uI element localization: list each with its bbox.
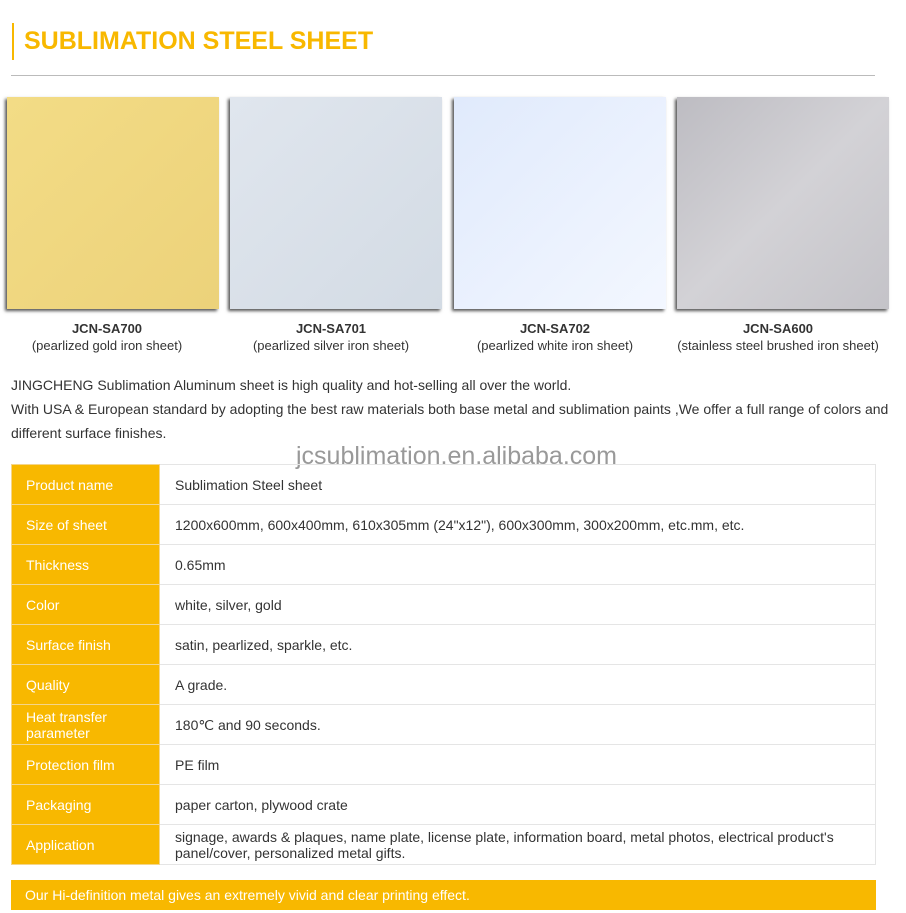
table-row	[12, 585, 876, 625]
spec-label: Heat transfer parameter	[12, 705, 160, 745]
table-row	[12, 625, 876, 665]
watermark: jcsublimation.en.alibaba.com	[296, 442, 618, 470]
spec-value: 180℃ and 90 seconds.	[160, 705, 876, 745]
product-caption: JCN-SA701 (pearlized silver iron sheet)	[252, 321, 410, 353]
intro-text	[11, 373, 891, 445]
spec-value: white, silver, gold	[160, 585, 876, 625]
intro-line: With USA & European standard by adopting the best raw materials both base metal and sublimation paints ,We offer a full range of colors and different surface finishes.	[11, 401, 889, 441]
spec-label: Packaging	[12, 785, 160, 825]
spec-value: 1200x600mm, 600x400mm, 610x305mm (24"x12"), 600x300mm, 300x200mm, etc.mm, etc.	[160, 505, 876, 545]
spec-label: Protection film	[12, 745, 160, 785]
spec-label: Product name	[12, 465, 160, 505]
product-caption: JCN-SA702 (pearlized white iron sheet)	[476, 321, 634, 353]
spec-label: Size of sheet	[12, 505, 160, 545]
spec-label: Thickness	[12, 545, 160, 585]
spec-value: paper carton, plywood crate	[160, 785, 876, 825]
product-caption: JCN-SA600 (stainless steel brushed iron sheet)	[677, 321, 879, 353]
table-row	[12, 465, 876, 505]
table-row	[12, 825, 876, 865]
spec-label: Quality	[12, 665, 160, 705]
intro-line: JINGCHENG Sublimation Aluminum sheet is high quality and hot-selling all over the world.	[11, 377, 572, 393]
table-row	[12, 785, 876, 825]
spec-label: Surface finish	[12, 625, 160, 665]
spec-value: signage, awards & plaques, name plate, license plate, information board, metal photos, electrical product's panel/cover, personalized metal gifts.	[160, 825, 876, 865]
spec-value: A grade.	[160, 665, 876, 705]
spec-value: satin, pearlized, sparkle, etc.	[160, 625, 876, 665]
product-image-sa700	[7, 97, 219, 309]
divider	[11, 75, 875, 76]
spec-label: Color	[12, 585, 160, 625]
spec-value: PE film	[160, 745, 876, 785]
spec-label: Application	[12, 825, 160, 865]
table-row	[12, 665, 876, 705]
table-row	[12, 505, 876, 545]
table-row	[12, 545, 876, 585]
table-row	[12, 745, 876, 785]
table-row	[12, 705, 876, 745]
product-caption: JCN-SA700 (pearlized gold iron sheet)	[31, 321, 183, 353]
page-title: SUBLIMATION STEEL SHEET	[12, 23, 373, 60]
product-image-sa701	[230, 97, 442, 309]
product-image-sa600	[677, 97, 889, 309]
spec-value: Sublimation Steel sheet	[160, 465, 876, 505]
highlight-banner: Our Hi-definition metal gives an extremely vivid and clear printing effect.	[11, 880, 876, 910]
product-image-sa702	[454, 97, 666, 309]
spec-table	[11, 464, 876, 865]
spec-value: 0.65mm	[160, 545, 876, 585]
